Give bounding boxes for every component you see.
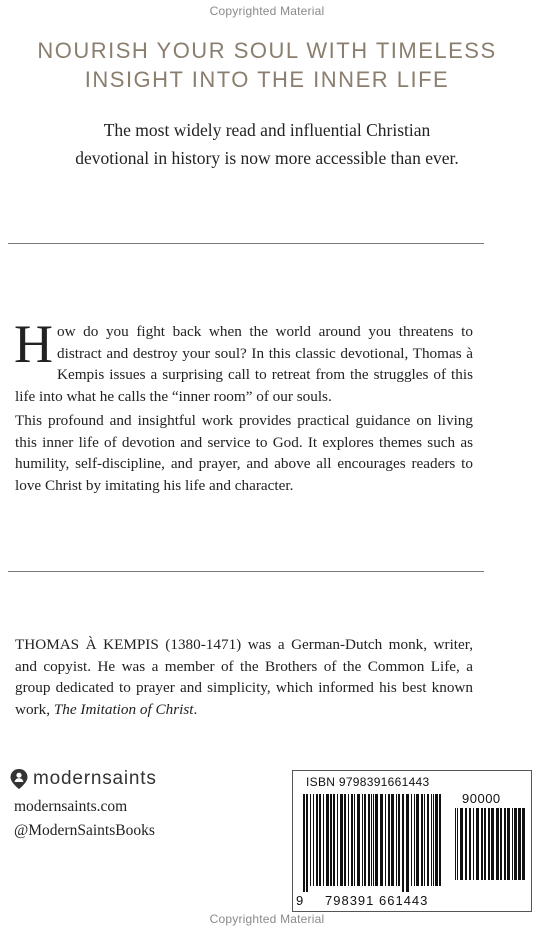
barcode-bar	[406, 794, 409, 892]
barcode-bar	[388, 794, 390, 886]
barcode-bar	[455, 808, 456, 880]
barcode-bar	[514, 808, 517, 880]
barcode-bar	[424, 794, 425, 886]
barcode-bar	[364, 794, 366, 886]
barcode-bar	[518, 808, 521, 880]
barcode-bar	[473, 808, 474, 880]
barcode-bar	[323, 794, 324, 886]
publisher-website[interactable]: modernsaints.com	[14, 798, 128, 815]
barcode-bar	[504, 808, 506, 880]
publisher-logo	[9, 767, 157, 791]
barcode-bar	[411, 794, 412, 886]
barcode-bar	[465, 808, 467, 880]
barcode-bar	[330, 794, 332, 886]
barcode-bar	[354, 794, 355, 886]
barcode-bar	[348, 794, 349, 886]
headline	[0, 36, 534, 94]
barcode-bar	[385, 794, 386, 886]
barcode-bar	[433, 794, 434, 886]
barcode-bar	[402, 794, 404, 892]
barcode-bar	[313, 794, 314, 886]
barcode-bar	[416, 794, 419, 886]
barcode-bar	[512, 808, 513, 880]
barcode-bar	[421, 794, 423, 886]
barcode-bar	[303, 794, 305, 892]
barcode-bar	[435, 794, 438, 886]
barcode-bar	[439, 794, 441, 886]
barcode-bar	[375, 794, 378, 886]
intro-line-2: devotional in history is now more accessible than ever.	[75, 148, 459, 168]
barcode-bar	[427, 794, 429, 886]
barcode-bar	[340, 794, 343, 886]
barcode-bar	[396, 794, 397, 886]
author-bio	[15, 634, 473, 720]
barcode-bar	[337, 794, 338, 886]
barcode-bar	[310, 794, 311, 886]
barcode-bar	[457, 808, 458, 880]
author-bio-text: THOMAS À KEMPIS (1380-1471) was a German-Dutch monk, writer, and copyist. He was a member of the Brothers of the Common Life, a group dedicated to prayer and simplicity, which informed his best known work,	[15, 636, 473, 718]
publisher-name: modernsaints	[33, 768, 157, 789]
publisher-social-handle[interactable]: @ModernSaintsBooks	[14, 822, 155, 839]
author-bio-end: .	[193, 700, 198, 718]
barcode-bar	[500, 808, 502, 880]
barcode-bar	[306, 794, 308, 892]
description-paragraph-2: This profound and insightful work provides practical guidance on living this inner life of devotion and service to God. It explores themes such as humility, self-discipline, and prayer, and above all encourages readers to love Christ by imitating his life and character.	[15, 412, 473, 494]
barcode-bar	[351, 794, 353, 886]
divider-bottom	[8, 571, 484, 572]
barcode-bar	[371, 794, 372, 886]
barcode-bar	[491, 808, 494, 880]
pin-person-icon	[9, 768, 29, 790]
book-title: The Imitation of Christ	[53, 700, 194, 718]
intro-text	[40, 116, 494, 172]
barcode-bar	[414, 794, 415, 886]
barcode-digit-prefix: 9	[296, 893, 305, 908]
barcode-bar	[333, 794, 335, 886]
barcode-bar	[522, 808, 525, 880]
description-paragraph-1-text: ow do you fight back when the world around you threatens to distract and destroy your soul? In this classic devotional, Thomas à Kempis issues a surprising call to retreat from the struggles of this life into what he calls the “inner room” of our souls.	[15, 323, 473, 405]
barcode-bar	[481, 808, 483, 880]
barcode-bar	[380, 794, 383, 886]
headline-line-1: NOURISH YOUR SOUL WITH TIMELESS	[37, 38, 497, 63]
price-barcode	[455, 808, 525, 890]
barcode-bar	[391, 794, 394, 886]
barcode-bar	[460, 808, 463, 880]
barcode-bar	[431, 794, 432, 886]
headline-line-2: INSIGHT INTO THE INNER LIFE	[84, 67, 450, 92]
isbn-barcode	[303, 794, 443, 894]
barcode-bar	[326, 794, 329, 886]
barcode-bar	[496, 808, 499, 880]
divider-top	[8, 243, 484, 244]
barcode-digits-left: 798391	[325, 893, 375, 908]
copyright-watermark-bottom: Copyrighted Material	[209, 912, 325, 926]
barcode-bar	[344, 794, 346, 886]
barcode-bar	[368, 794, 370, 886]
copyright-watermark-top: Copyrighted Material	[209, 4, 325, 18]
intro-line-1: The most widely read and influential Christian	[103, 120, 431, 140]
drop-cap: H	[14, 314, 53, 374]
barcode-bar	[469, 808, 471, 880]
barcode-bar	[507, 808, 510, 880]
description-paragraph-1	[14, 314, 473, 407]
price-code: 90000	[462, 791, 501, 806]
barcode-bar	[362, 794, 363, 886]
barcode-bar	[373, 794, 374, 886]
barcode-bar	[476, 808, 479, 880]
barcode-bar	[319, 794, 321, 886]
isbn-label: ISBN 9798391661443	[306, 775, 430, 789]
barcode-bar	[484, 808, 486, 880]
barcode-bar	[316, 794, 318, 886]
barcode-bar	[488, 808, 490, 880]
barcode-digits-right: 661443	[379, 893, 429, 908]
barcode-bar	[398, 794, 400, 886]
barcode-bar	[357, 794, 360, 886]
